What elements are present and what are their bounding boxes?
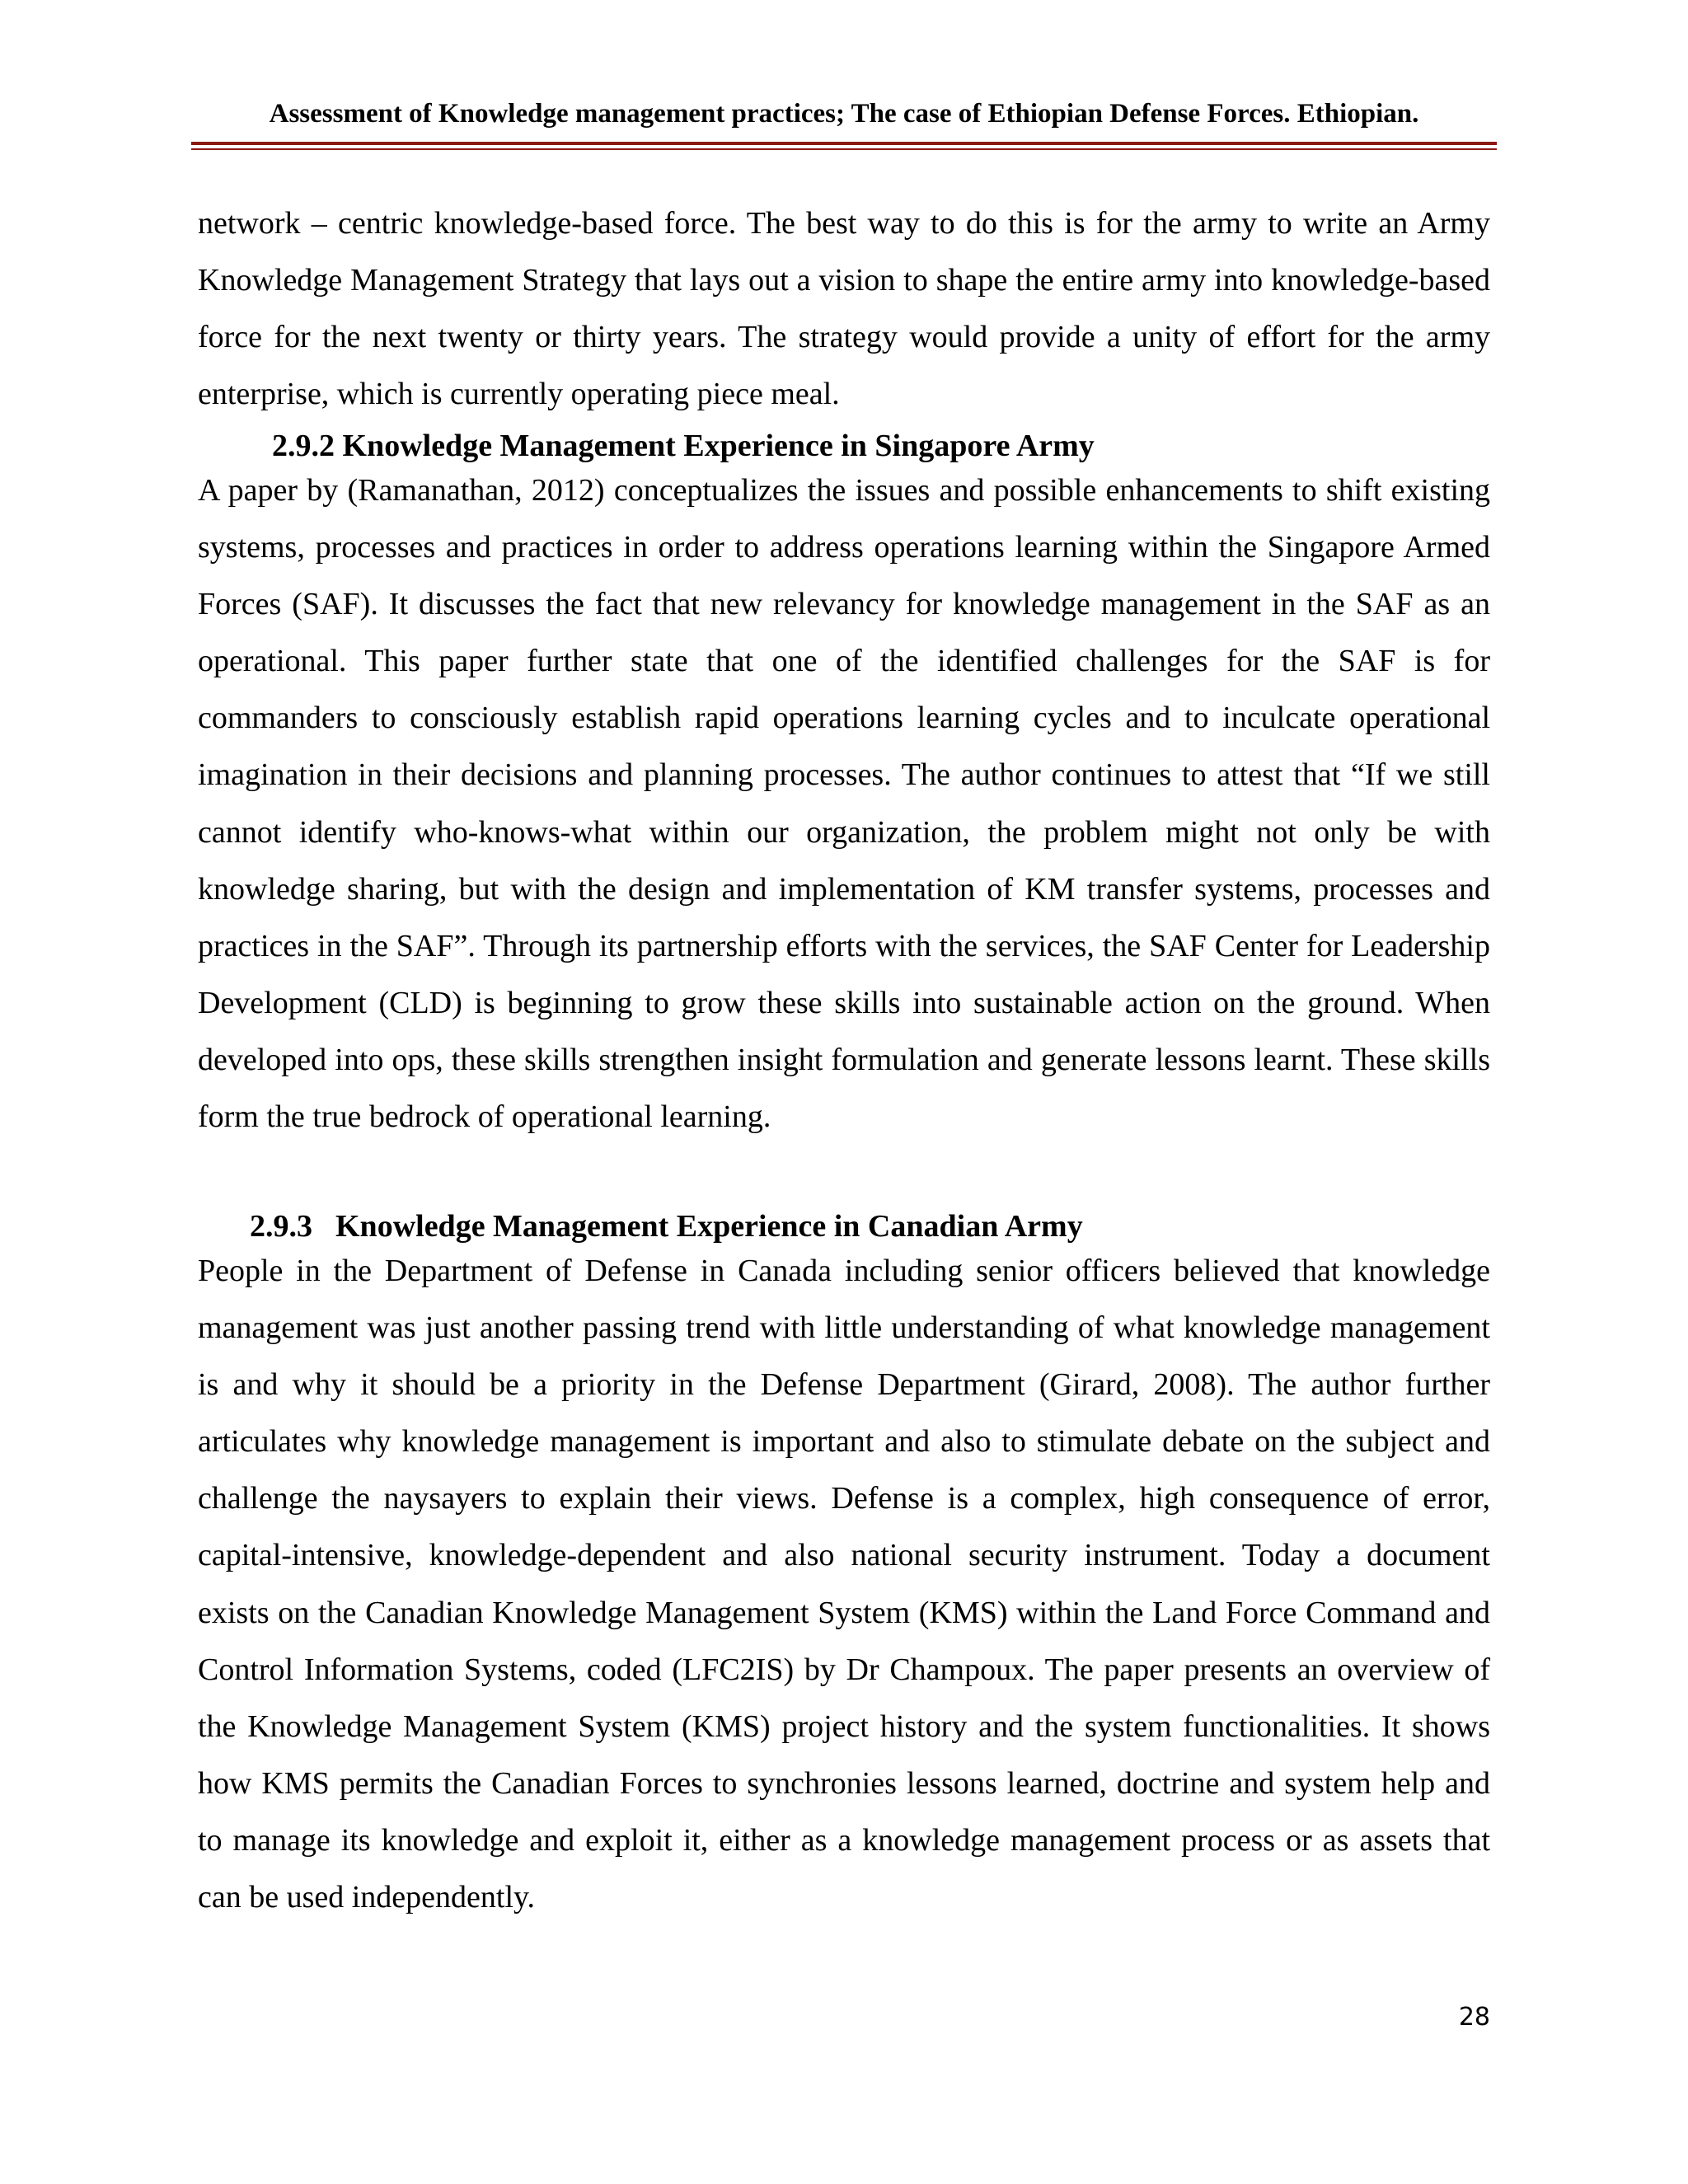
section-number: 2.9.3 [250, 1209, 312, 1244]
section-heading-2-9-2: 2.9.2 Knowledge Management Experience in Singapore Army [272, 429, 1095, 463]
paragraph-canada: People in the Department of Defense in Canada including senior officers believed that knowledge management was just another passing trend with little understanding of what knowledge management is and why it should be a priority in the Defense Department (Girard, 2008). The author further articulates why knowledge management is important and also to stimulate debate on the subject and challenge the naysayers to explain their views. Defense is a complex, high consequence of error, capital-intensive, knowledge-dependent and also national security instrument. Today a document exists on the Canadian Knowledge Management System (KMS) within the Land Force Command and Control Information Systems, coded (LFC2IS) by Dr Champoux. The paper presents an overview of the Knowledge Management System (KMS) project history and the system functionalities. It shows how KMS permits the Canadian Forces to synchronies lessons learned, doctrine and system help and to manage its knowledge and exploit it, either as a knowledge management process or as assets that can be used independently. [198, 1254, 1490, 1915]
header-rule [191, 142, 1497, 145]
running-header: Assessment of Knowledge management practices; The case of Ethiopian Defense Forces. Ethiopian. [269, 99, 1419, 129]
section-title: Knowledge Management Experience in Canadian Army [335, 1209, 1083, 1244]
page-number: 28 [1458, 2003, 1490, 2032]
paragraph-intro: network – centric knowledge-based force. The best way to do this is for the army to write an Army Knowledge Management Strategy that lays out a vision to shape the entire army into knowledge-based force for the next twenty or thirty years. The strategy would provide a unity of effort for the army enterprise, which is currently operating piece meal. [198, 206, 1490, 411]
section-heading-2-9-3 [250, 1207, 1083, 1245]
header-rule-thin [191, 148, 1497, 150]
paragraph-singapore: A paper by (Ramanathan, 2012) conceptualizes the issues and possible enhancements to shift existing systems, processes and practices in order to address operations learning within the Singapore Armed Forces (SAF). It discusses the fact that new relevancy for knowledge management in the SAF as an operational. This paper further state that one of the identified challenges for the SAF is for commanders to consciously establish rapid operations learning cycles and to inculcate operational imagination in their decisions and planning processes. The author continues to attest that “If we still cannot identify who-knows-what within our organization, the problem might not only be with knowledge sharing, but with the design and implementation of KM transfer systems, processes and practices in the SAF”. Through its partnership efforts with the services, the SAF Center for Leadership Development (CLD) is beginning to grow these skills into sustainable action on the ground. When developed into ops, these skills strengthen insight formulation and generate lessons learnt. These skills form the true bedrock of operational learning. [198, 473, 1490, 1135]
